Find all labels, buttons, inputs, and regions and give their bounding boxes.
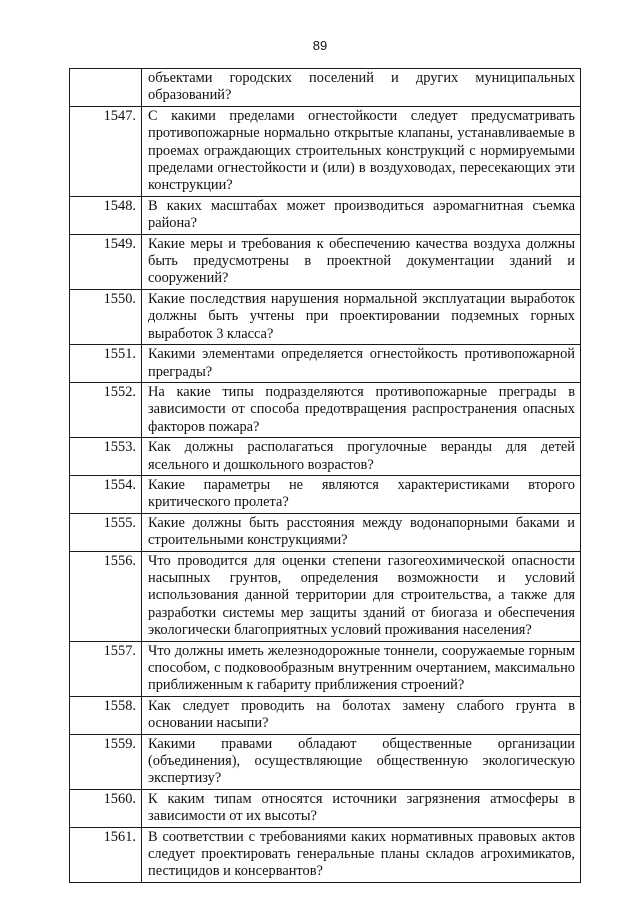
- question-number: 1554.: [70, 475, 142, 513]
- question-text: С какими пределами огнестойкости следует предусматривать противопожарные нормально открытые клапаны, устанавливаемые в проемах ограждающих строительных конструкций с нормируемыми пределами огнестойкости и (или) в воздуховодах, пересекающих эти конструкции?: [142, 106, 581, 196]
- question-number: 1555.: [70, 513, 142, 551]
- table-row: [70, 641, 581, 696]
- question-number: 1550.: [70, 289, 142, 344]
- question-text: Какие меры и требования к обеспечению качества воздуха должны быть предусмотрены в проектной документации зданий и сооружений?: [142, 234, 581, 289]
- question-text: К каким типам относятся источники загрязнения атмосферы в зависимости от их высоты?: [142, 789, 581, 827]
- question-number: 1559.: [70, 734, 142, 789]
- table-row: [70, 106, 581, 196]
- table-row: [70, 789, 581, 827]
- table-row: [70, 234, 581, 289]
- table-row: [70, 345, 581, 383]
- question-text: Какими элементами определяется огнестойкость противопожарной преграды?: [142, 345, 581, 383]
- question-number: 1552.: [70, 382, 142, 437]
- table-row: [70, 289, 581, 344]
- question-number: [70, 69, 142, 107]
- question-number: 1557.: [70, 641, 142, 696]
- table-row: [70, 551, 581, 641]
- table-row: [70, 382, 581, 437]
- table-row: [70, 196, 581, 234]
- table-row: [70, 696, 581, 734]
- question-number: 1547.: [70, 106, 142, 196]
- page-number: 89: [312, 38, 328, 53]
- question-text: Какие должны быть расстояния между водонапорными баками и строительными конструкциями?: [142, 513, 581, 551]
- question-number: 1556.: [70, 551, 142, 641]
- question-number: 1560.: [70, 789, 142, 827]
- table-row: [70, 513, 581, 551]
- questions-table-body: [70, 69, 581, 883]
- question-number: 1551.: [70, 345, 142, 383]
- question-number: 1558.: [70, 696, 142, 734]
- question-text: Какие параметры не являются характеристиками второго критического пролета?: [142, 475, 581, 513]
- question-text: В каких масштабах может производиться аэромагнитная съемка района?: [142, 196, 581, 234]
- table-row: [70, 827, 581, 882]
- question-number: 1553.: [70, 438, 142, 476]
- question-text: Что проводится для оценки степени газогеохимической опасности насыпных грунтов, определения возможности и условий использования данной территории для строительства, а также для разработки системы мер защиты зданий от биогаза и обеспечения экологически благоприятных условий проживания населения?: [142, 551, 581, 641]
- questions-table: [69, 68, 581, 883]
- question-text: Какими правами обладают общественные организации (объединения), осуществляющие общественную экологическую экспертизу?: [142, 734, 581, 789]
- question-number: 1548.: [70, 196, 142, 234]
- question-text: Что должны иметь железнодорожные тоннели, сооружаемые горным способом, с подковообразным внутренним очертанием, максимально приближенным к габариту приближения строений?: [142, 641, 581, 696]
- table-row: [70, 69, 581, 107]
- question-text: В соответствии с требованиями каких нормативных правовых актов следует проектировать генеральные планы складов агрохимикатов, пестицидов и консервантов?: [142, 827, 581, 882]
- question-number: 1549.: [70, 234, 142, 289]
- table-row: [70, 734, 581, 789]
- question-number: 1561.: [70, 827, 142, 882]
- question-text: объектами городских поселений и других муниципальных образований?: [142, 69, 581, 107]
- table-row: [70, 438, 581, 476]
- question-text: Какие последствия нарушения нормальной эксплуатации выработок должны быть учтены при проектировании подземных горных выработок 3 класса?: [142, 289, 581, 344]
- question-text: Как следует проводить на болотах замену слабого грунта в основании насыпи?: [142, 696, 581, 734]
- question-text: Как должны располагаться прогулочные веранды для детей ясельного и дошкольного возрастов?: [142, 438, 581, 476]
- table-row: [70, 475, 581, 513]
- question-text: На какие типы подразделяются противопожарные преграды в зависимости от способа предотвращения распространения опасных факторов пожара?: [142, 382, 581, 437]
